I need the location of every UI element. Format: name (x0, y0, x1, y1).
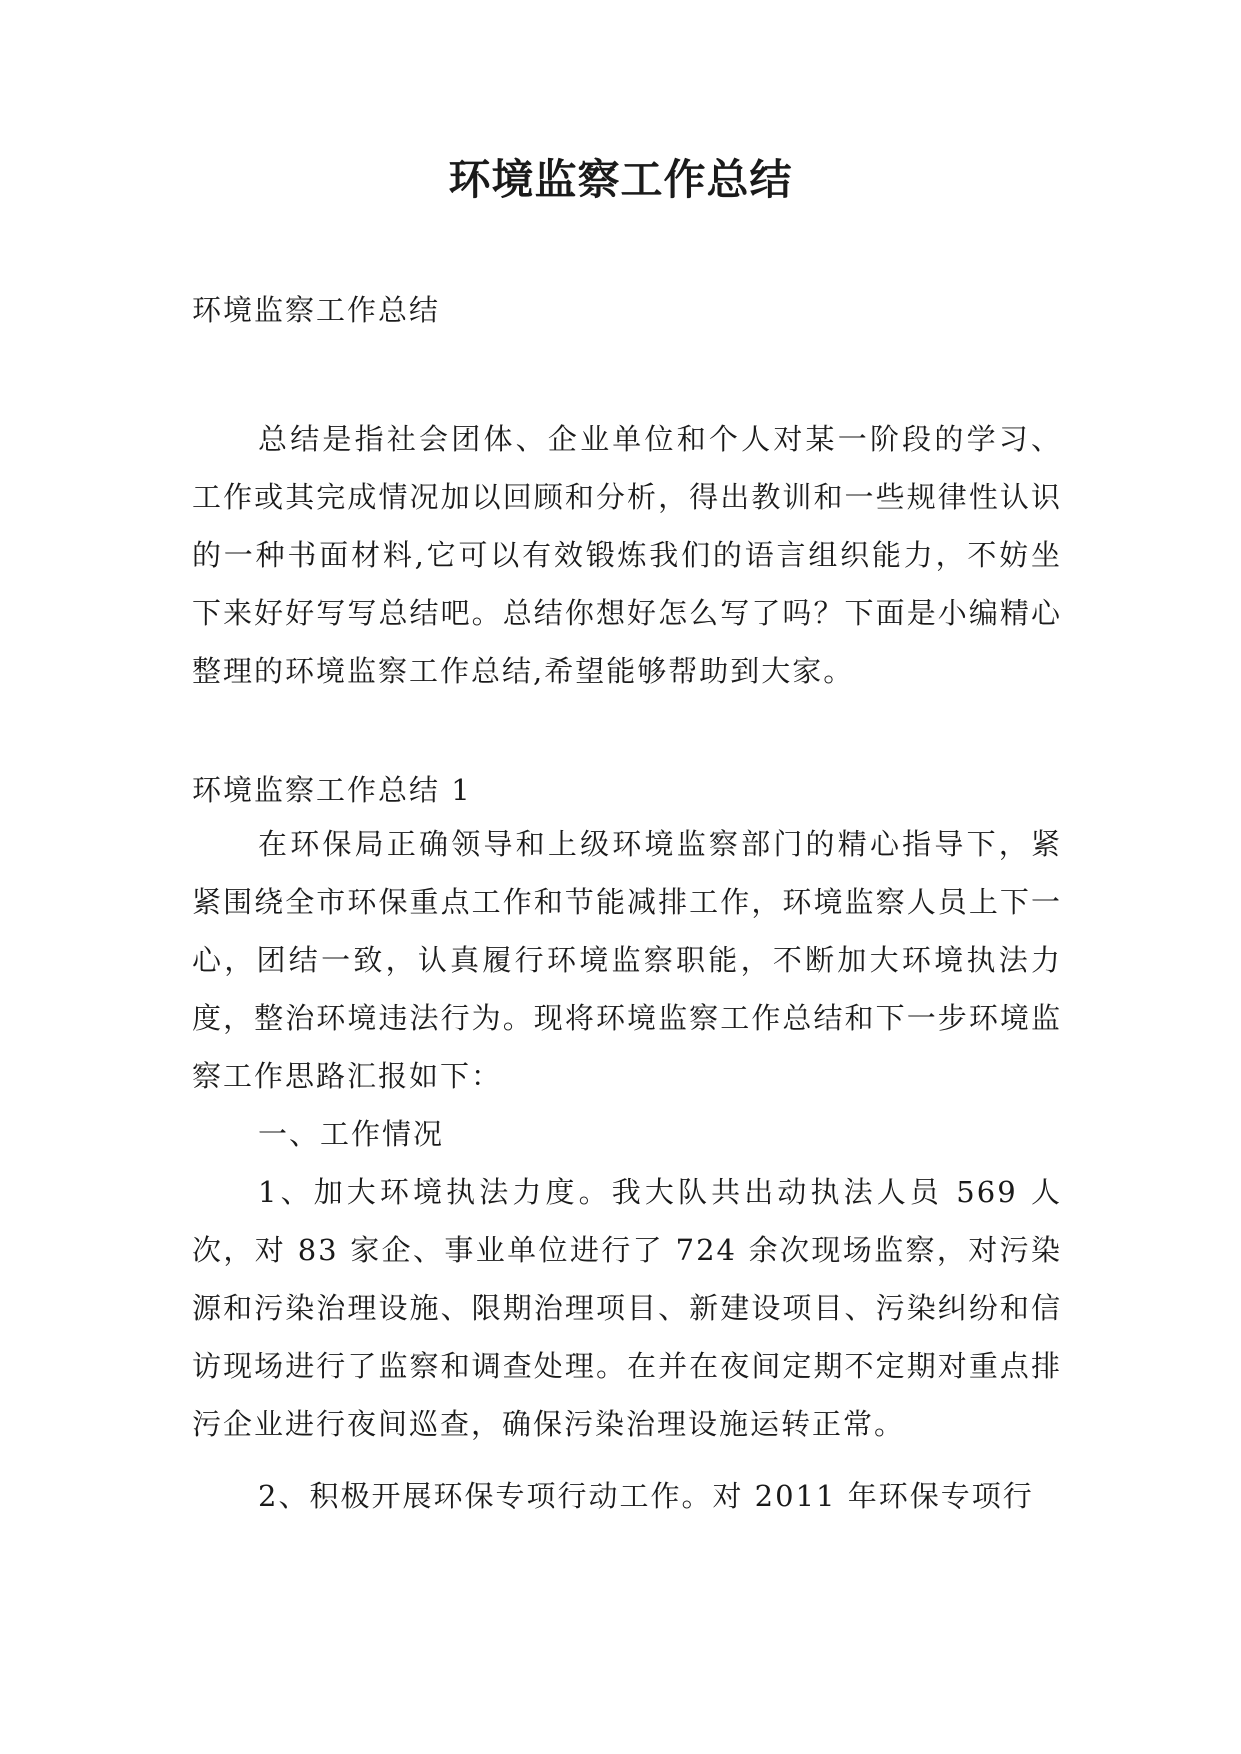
body-paragraph-2: 一、工作情况 (258, 1117, 445, 1151)
body-paragraph-4: 2、积极开展环保专项行动工作。对 2011 年环保专项行 (258, 1479, 1034, 1513)
body-paragraph-1: 在环保局正确领导和上级环境监察部门的精心指导下，紧紧围绕全市环保重点工作和节能减排工作，环境监察人员上下一心，团结一致，认真履行环境监察职能，不断加大环境执法力度，整治环境违法行为。现将环境监察工作总结和下一步环境监察工作思路汇报如下： (192, 827, 1062, 1093)
section-body (192, 815, 1062, 1525)
document-title: 环境监察工作总结 (448, 155, 793, 204)
section-heading-1: 环境监察工作总结 1 (192, 773, 472, 807)
intro-paragraph: 总结是指社会团体、企业单位和个人对某一阶段的学习、工作或其完成情况加以回顾和分析，得出教训和一些规律性认识的一种书面材料,它可以有效锻炼我们的语言组织能力，不妨坐下来好好写写总结吧。总结你想好怎么写了吗？下面是小编精心整理的环境监察工作总结,希望能够帮助到大家。 (192, 422, 1062, 688)
document-subtitle: 环境监察工作总结 (192, 293, 441, 327)
body-paragraph-3: 1、加大环境执法力度。我大队共出动执法人员 569 人次，对 83 家企、事业单位进行了 724 余次现场监察，对污染源和污染治理设施、限期治理项目、新建设项目、污染纠纷和信访现场进行了监察和调查处理。在并在夜间定期不定期对重点排污企业进行夜间巡查，确保污染治理设施运转正常。 (192, 1175, 1062, 1441)
